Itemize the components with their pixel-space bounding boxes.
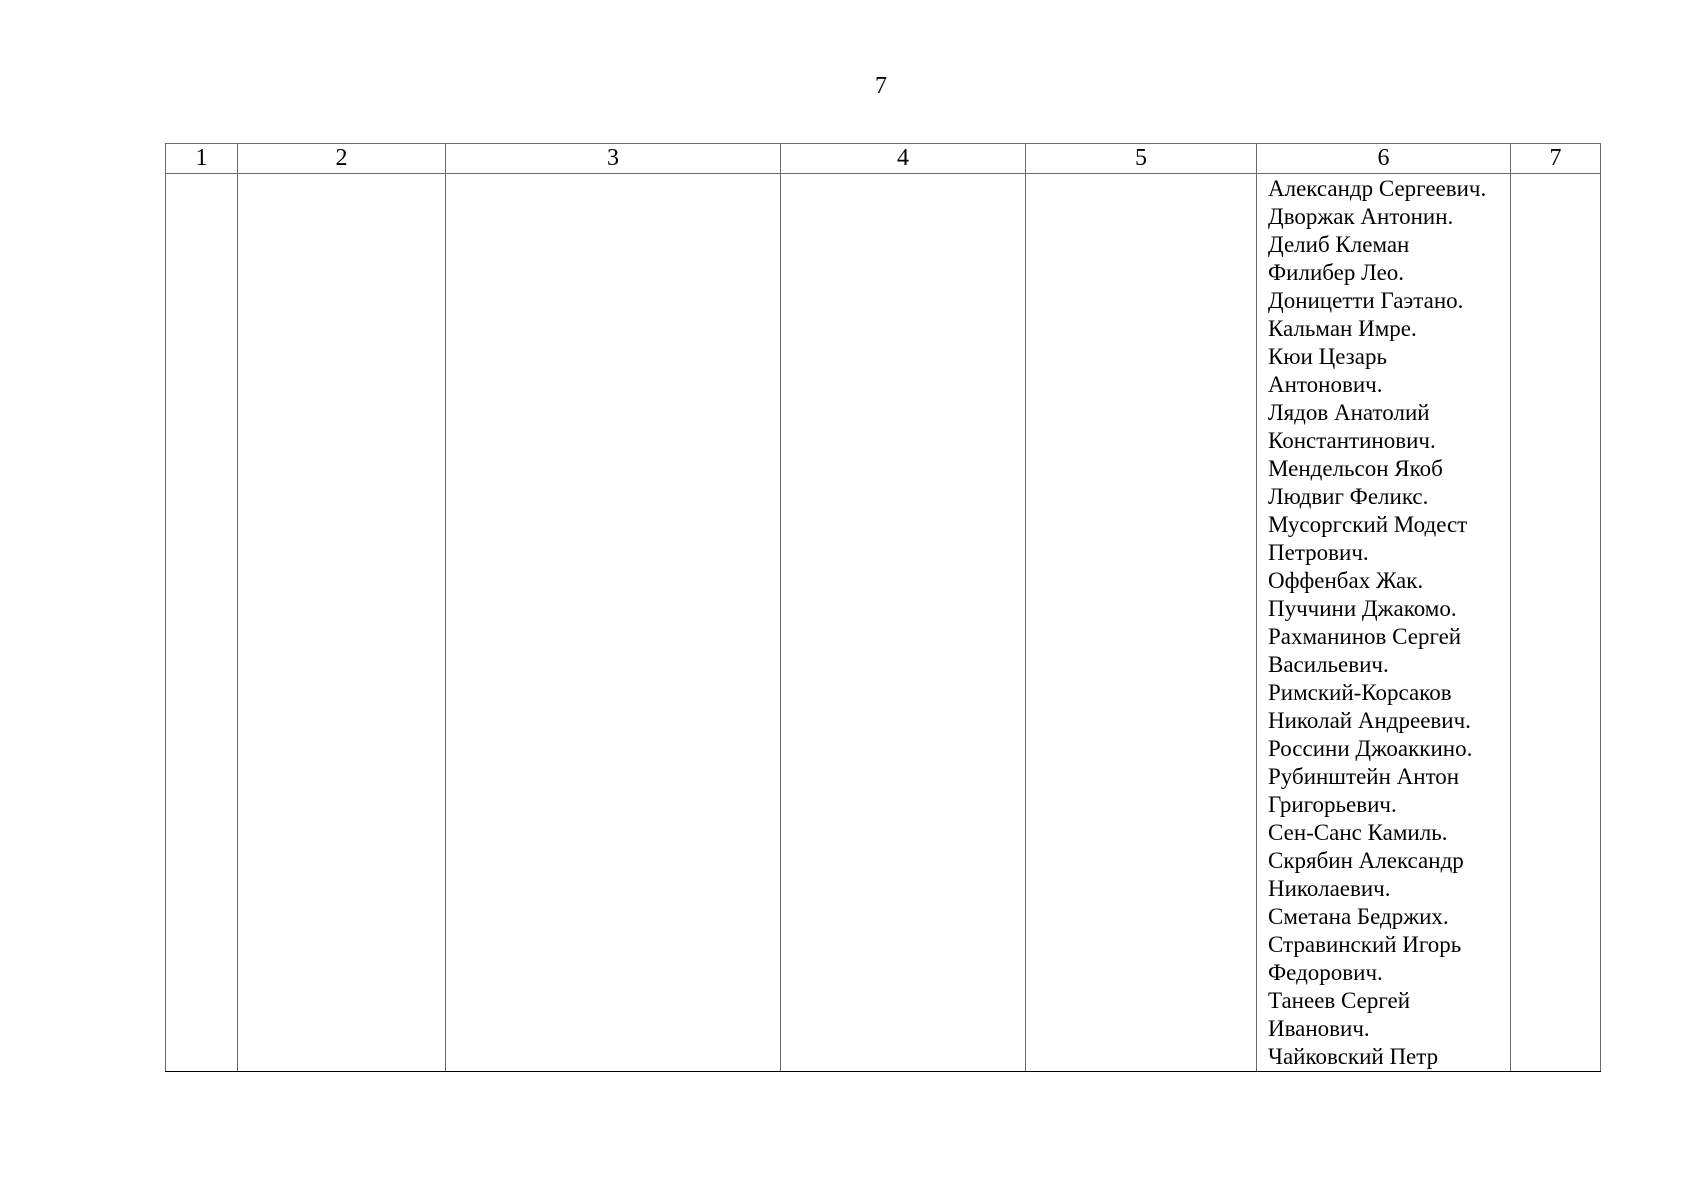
list-item: Кюи Цезарь (1268, 344, 1387, 369)
table-cell-col3 (446, 174, 781, 1072)
document-table (165, 143, 1601, 1072)
table-cell-col1 (166, 174, 238, 1072)
list-item: Николай Андреевич. (1268, 708, 1471, 733)
list-item: Рубинштейн Антон (1268, 764, 1460, 789)
table-cell-col7 (1511, 174, 1601, 1072)
column-header-3: 3 (446, 144, 781, 174)
list-item: Федорович. (1268, 960, 1383, 985)
list-item: Чайковский Петр (1268, 1044, 1439, 1069)
list-item: Мендельсон Якоб (1268, 456, 1443, 481)
column-header-5: 5 (1026, 144, 1257, 174)
list-item: Кальман Имре. (1268, 316, 1417, 341)
list-item: Филибер Лео. (1268, 260, 1405, 285)
list-item: Римский-Корсаков (1268, 680, 1452, 705)
page-number: 7 (875, 73, 887, 99)
list-item: Танеев Сергей (1268, 988, 1410, 1013)
table-cell-col6 (1257, 174, 1511, 1072)
list-item: Рахманинов Сергей (1268, 624, 1462, 649)
table-cell-col5 (1026, 174, 1257, 1072)
table-row (166, 174, 1601, 1072)
list-item: Россини Джоаккино. (1268, 736, 1473, 761)
composer-list (1257, 174, 1510, 1071)
column-header-7: 7 (1511, 144, 1601, 174)
table-cell-col2 (238, 174, 446, 1072)
column-header-1: 1 (166, 144, 238, 174)
list-item: Антонович. (1268, 372, 1383, 397)
list-item: Иванович. (1268, 1016, 1370, 1041)
list-item: Оффенбах Жак. (1268, 568, 1424, 593)
list-item: Людвиг Феликс. (1268, 484, 1429, 509)
list-item: Делиб Клеман (1268, 232, 1410, 257)
list-item: Петрович. (1268, 540, 1369, 565)
list-item: Сметана Бедржих. (1268, 904, 1449, 929)
list-item: Стравинский Игорь (1268, 932, 1462, 957)
column-header-2: 2 (238, 144, 446, 174)
list-item: Константинович. (1268, 428, 1436, 453)
list-item: Григорьевич. (1268, 792, 1397, 817)
list-item: Скрябин Александр (1268, 848, 1464, 873)
column-header-4: 4 (781, 144, 1026, 174)
table-cell-col4 (781, 174, 1026, 1072)
list-item: Лядов Анатолий (1268, 400, 1430, 425)
table-header-row (166, 144, 1601, 174)
list-item: Пуччини Джакомо. (1268, 596, 1457, 621)
column-header-6: 6 (1257, 144, 1511, 174)
list-item: Александр Сергеевич. (1268, 176, 1487, 201)
list-item: Васильевич. (1268, 652, 1389, 677)
list-item: Сен-Санс Камиль. (1268, 820, 1448, 845)
list-item: Николаевич. (1268, 876, 1391, 901)
list-item: Дворжак Антонин. (1268, 204, 1454, 229)
list-item: Доницетти Гаэтано. (1268, 288, 1464, 313)
list-item: Мусоргский Модест (1268, 512, 1468, 537)
